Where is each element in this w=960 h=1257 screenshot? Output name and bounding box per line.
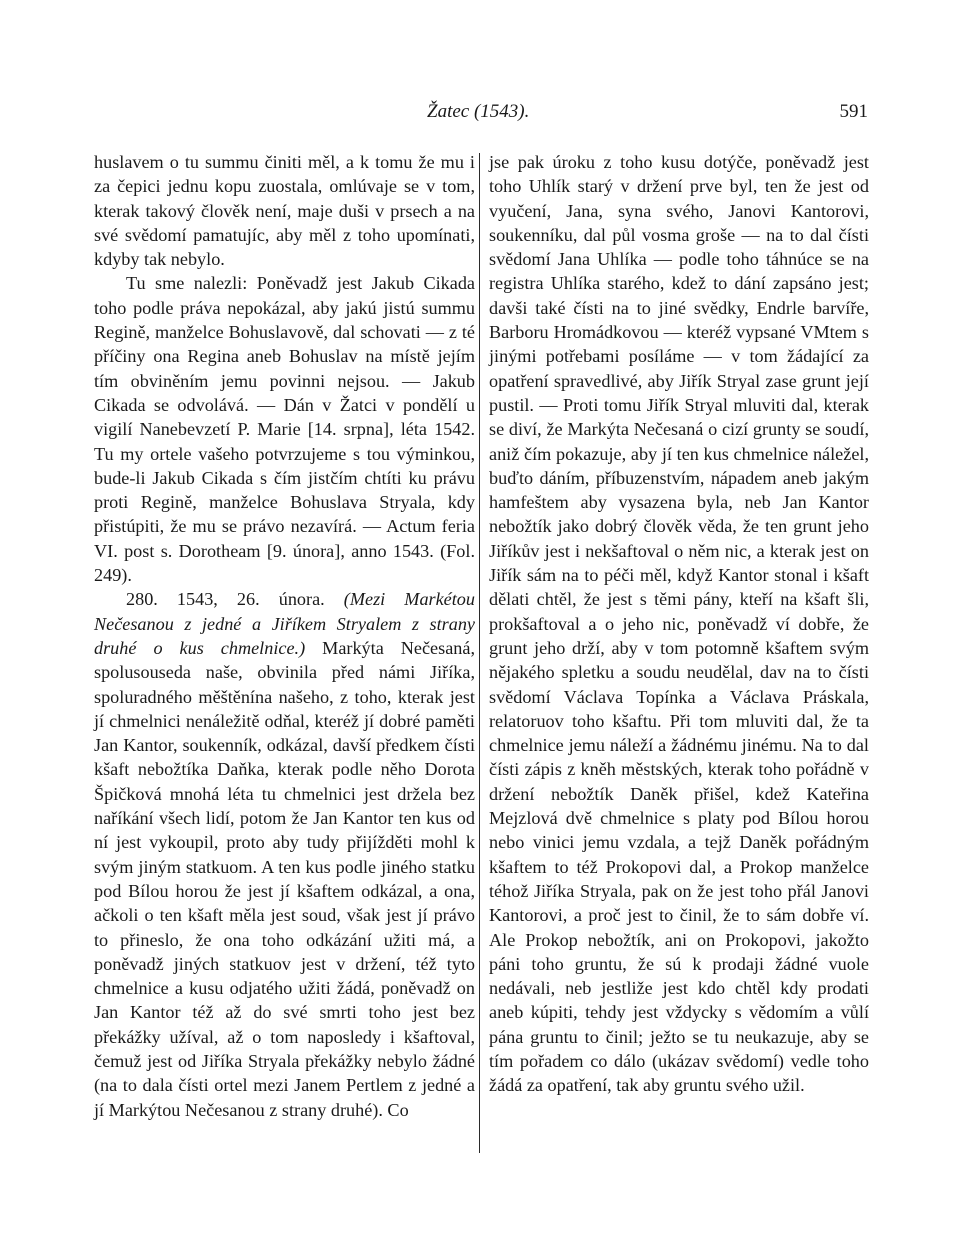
running-title: Žatec (1543). (427, 101, 530, 122)
paragraph-verdict: Tu sme nalezli: Poněvadž jest Jakub Cikada toho podle práva nepokázal, aby jakú jistú summu Regině, manželce Bohuslavově, dal schovati — z té příčiny ona Regina aneb Bohuslav na místě jejím tím obviněním jemu povinni nejsou. — Jakub Cikada se odvolává. — Dán v Žatci v pondělí u vigilí Nanebevzetí P. Marie [14. srpna], léta 1542. Tu my ortele vašeho potvrzujeme s tou výminkou, bude-li Jakub Cikada s čím jistčím chtíti ku právu proti Regině, manželce Bohuslava Stryala, kdy přistúpiti, že mu se právo nezavírá. — Actum feria VI. post s. Dorotheam [9. února], anno 1543. (Fol. 249). (94, 273, 475, 586)
paragraph-right: jse pak úroku z toho kusu dotýče, poněvadž jest toho Uhlík starý v držení prve byl, ten že jest od vyučení, Jana, syna svého, Janovi Kantorovi, soukenníku, dal půl vosma groše — na to dal čísti svědomí Jana Uhlíka — podle toho táhnúce se na registra Uhlíka starého, kdež to dání zapsáno jest; davši také čísti na to jiné svědky, Endrle barvíře, Barboru Hromádkovou — kteréž vypsané VMtem s jinými potřebami posíláme — v tom žádající za opatření spravedlivé, aby Jiřík Stryal zase grunt její pustil. — Proti tomu Jiřík Stryal mluviti dal, kterak se diví, že Markýta Nečesaná o cizí grunty se soudí, aniž čím pokazuje, aby jí ten kus chmelnice náležel, buďto dáním, příbuzenstvím, nápadem aneb jakým hamfeštem aby vysazena byla, neb Jan Kantor nebožtík jako dobrý člověk věda, že ten grunt jeho Jiříkův jest i nekšaftoval o něm nic, a kterak jest on Jiřík sám na to péči měl, když Kantor stonal i kšaft dělati chtěl, že jest s těmi pány, kteří na kšaft šli, prokšaftoval a o jeho nic, poněvadž ví dobře, že grunt jeho drží, aby v tom potomně kšaftem svým nějakého spletku a soudu neudělal, dav na to čísti svědomí Václava Topínka a Václava Práskala, relatoruov toho kšaftu. Při tom mluviti dal, že ta chmelnice jemu náleží a žádnému jinému. Na to dal čísti zápis z kněh městských, kterak toho pořádně v držení nebožtík Daněk přišel, kdež Kateřina Mejzlová dvě chmelnice s platy pod Bílou horou nebo vinici jemu vzdala, a tejž Daněk pořádným kšaftem to též Prokopovi dal, a Prokop manželce téhož Jiříka Stryala, pak on že jest toho přál Janovi Kantorovi, a proč jest to činil, že to sám dobře ví. Ale Prokop nebožtík, ani on Prokopovi, jakožto páni toho gruntu, že sú k prodaji žádné vuole nedávali, neb jestliže jest kdo chtěl kdy prodati aneb kúpiti, tehdy jest vždycky s vědomím a vůlí pána gruntu to činil; ježto se tu neukazuje, aby se tím pořadem co dálo (ukázav svědomí) vedle toho žádá za opatření, tak aby gruntu svého užil. (489, 152, 869, 1096)
right-column (489, 150, 869, 1098)
column-divider (479, 153, 480, 1153)
case-title: (Mezi Markétou Nečesanou z jedné a Jiříkem Stryalem z strany druhé o kus chmelnice.) (94, 589, 475, 658)
case-body: Markýta Nečesaná, spolusouseda naše, obvinila před námi Jiříka, spoluradného měštěnína našeho, z toho, kterak jest jí chmelnici nenáležitě odňal, kteréž jí dobré paměti Jan Kantor, soukenník, odkázal, davší předkem čísti kšaft nebožtíka Daňka, kterak podle něho Dorota Špičková mnohá léta tu chmelnici jest držela bez naříkání všech lidí, potom že Jan Kantor ten kus od ní jest vykoupil, proto aby tudy přijížděti mohl k svým jiným statkuom. A ten kus podle jiného statku pod Bílou horou že jest jí kšaftem odkázal, a ona, ačkoli o ten kšaft měla jest soud, však jest jí právo to přineslo, že ona toho odkázání užiti má, a poněvadž jiných statkuov jest v držení, též tyto chmelnice a kusu odjatého užiti žádá, poněvadž on Jan Kantor též až do své smrti toho jest bez překážky užíval, až o tom naposledy i kšaftoval, čemuž jest od Jiříka Stryala překážky nebylo žádné (na to dala čísti ortel mezi Janem Pertlem z jedné a jí Markýtou Nečesanou z strany druhé). Co (94, 637, 475, 1120)
paragraph-case-280 (94, 587, 475, 1122)
page-number: 591 (839, 101, 868, 122)
paragraph-continuation: huslavem o tu summu činiti měl, a k tomu že mu i za čepici jednu kopu zuostala, omlúvaje se v tom, kterak takový člověk není, maje duši v prsech a na své svědomí pamatujíc, aby měl z toho upomínati, kdyby tak nebylo. (94, 152, 475, 270)
left-column (94, 150, 475, 1122)
page-header (0, 101, 960, 131)
case-number-date: 280. 1543, 26. února. (126, 589, 325, 610)
